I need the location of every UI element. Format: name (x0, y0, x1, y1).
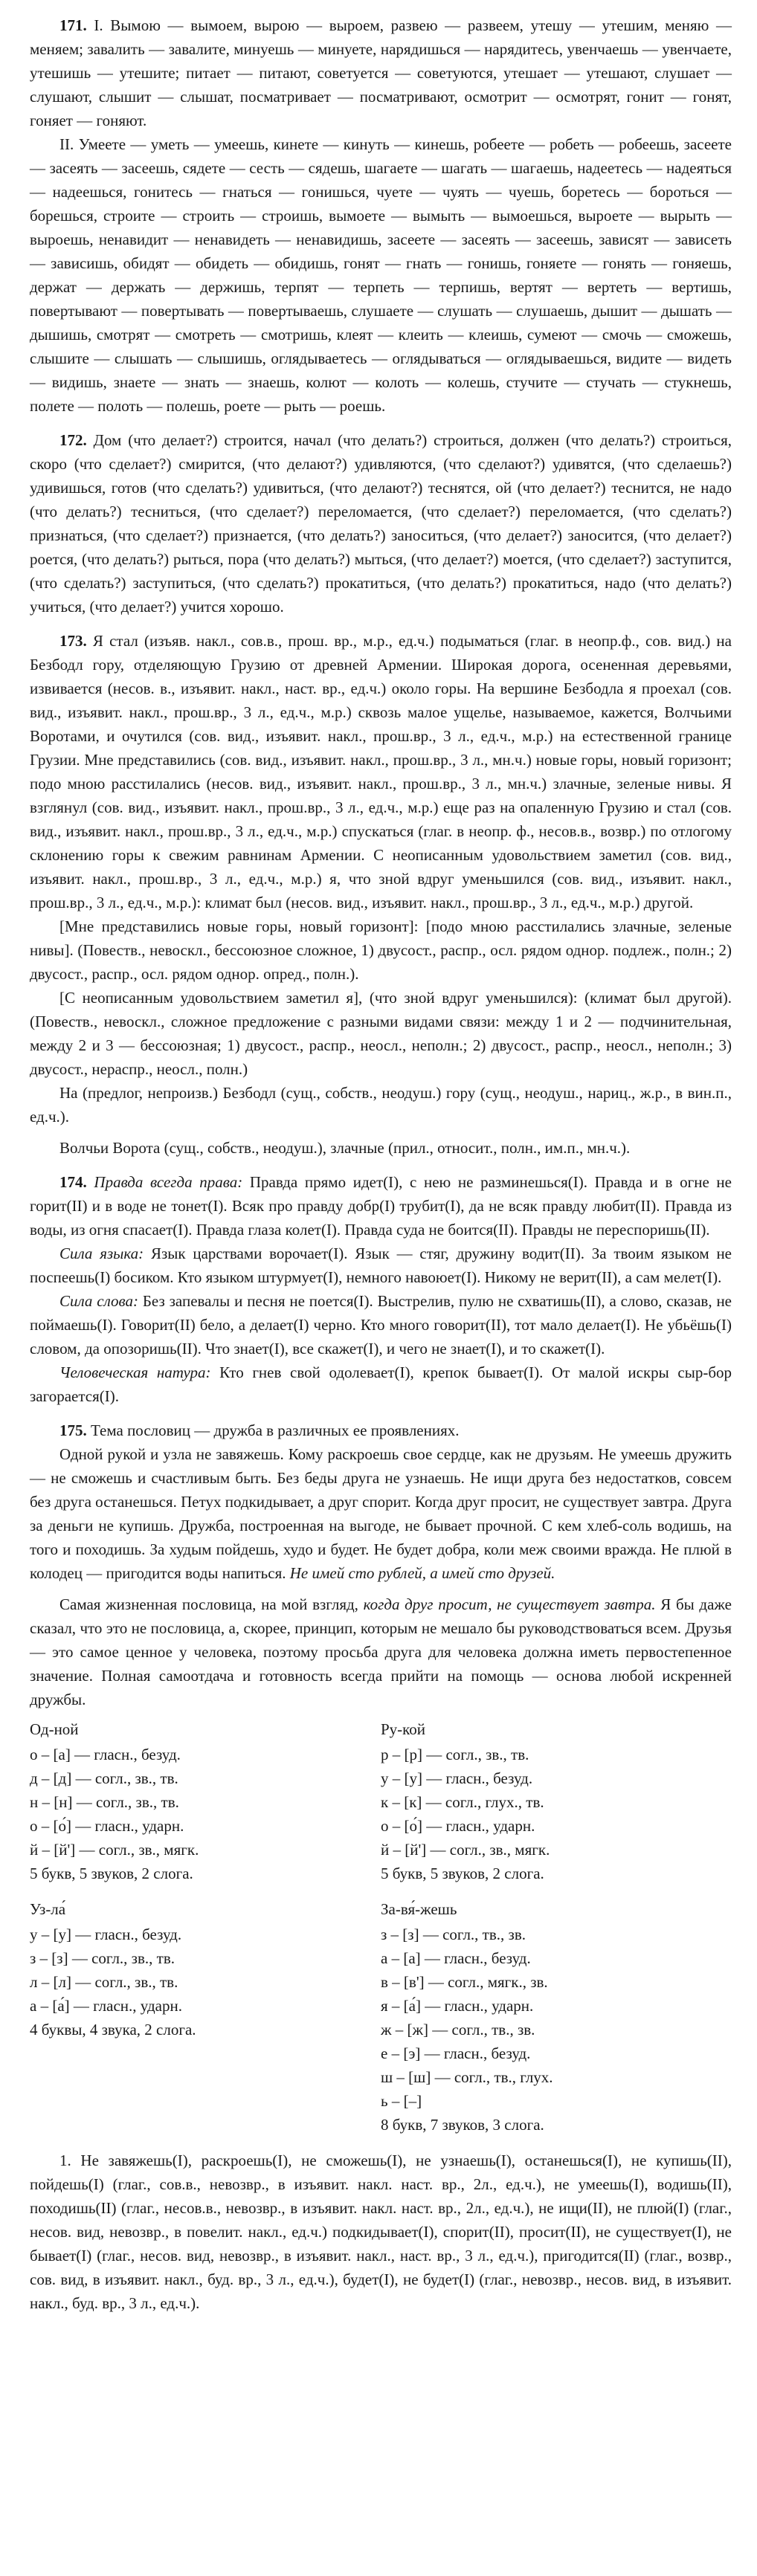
exercise-text: Дом (что делает?) строится, начал (что делать?) строиться, должен (что делать?) строиться, скоро (что сделает?) смирится, (что делают?) удивляются, (что сделают?) удивятся, (что сделаешь?) удивишься, готов (что сделать?) удивиться, (что делают?) теснятся, ой (что делает?) теснится, не надо (что делать?) тесниться, (что сделает?) переломается, (что сделает?) переломается, (что сделать?) признаться, (что сделает?) признается, (что делать?) заноситься, (что делает?) заносится, (что делает?) роется, (что делать?) рыться, пора (что делать?) мыться, (что делает?) моется, (что сделает?) заступится, (что сделать?) заступиться, (что сделать?) прокатиться, (что делать?) прокатиться, надо (что делать?) учиться, (что делает?) учится хорошо. (30, 431, 732, 616)
word-title: Уз-ла́ (30, 1900, 66, 1918)
proverbs-text: Без запевалы и песня не поется(I). Выстрелив, пулю не схватишь(II), а слово, сказав, не поймаешь(I). Говорит(II) бело, а делает(I) черно. Кто много говорит(II), тот мало делает(I). Не убьёшь(I) словом, да опозоришь(II). Что знает(I), все скажет(I), и чего не знает(I), и то скажет(I). (30, 1292, 732, 1358)
sound-line: а – [а́] — гласн., ударн. (30, 1997, 182, 2015)
proverbs-friendship (30, 1442, 732, 1585)
sound-line: о – [а] — гласн., безуд. (30, 1746, 181, 1763)
opinion-text: Я бы даже сказал, что это не пословица, а, скорее, принцип, которым не мешало бы руководствоваться всем. Друзья — это самое ценное у человека, поэтому просьба друга для человека должна иметь первостепенное значение. Полная самоотдача и готовность всегда прийти на помощь — основа любой искренней дружбы. (30, 1595, 732, 1708)
sound-line: е – [э] — гласн., безуд. (381, 2044, 531, 2062)
group-heading: Правда всегда права: (94, 1173, 243, 1191)
opinion-text: Самая жизненная пословица, на мой взгляд, (59, 1595, 364, 1613)
phonetic-analysis-word (30, 1897, 381, 2137)
proverbs-word (30, 1289, 732, 1360)
summary-line: 5 букв, 5 звуков, 2 слога. (381, 1865, 544, 1882)
italic-proverb: Не имей сто рублей, а имей сто друзей. (289, 1564, 555, 1582)
word-analysis-1: На (предлог, непроизв.) Безбодл (сущ., собств., неодуш.) гору (сущ., неодуш., нариц., ж.р., в вин.п., ед.ч.). (30, 1084, 732, 1126)
proverbs-truth (30, 1170, 732, 1242)
sentence-analysis-2: [С неописанным удовольствием заметил я], (что зной вдруг уменьшился): (климат был другой). (Повеств., невоскл., сложное предложение с разными видами связи: между 1 и 2 — подчинительная, между 2 и 3 — бессоюзная; 1) двусост., распр., неосл., неполн.; 2) двусост., распр., неосл., неполн.; 3) двусост., нераспр., неосл., полн.) (30, 989, 732, 1078)
group-heading: Сила языка: (59, 1245, 144, 1262)
summary-line: 8 букв, 7 звуков, 3 слога. (381, 2116, 544, 2134)
summary-line: 5 букв, 5 звуков, 2 слога. (30, 1865, 193, 1882)
exercise-171 (30, 13, 732, 418)
italic-proverb: когда друг просит, не существует завтра. (363, 1595, 656, 1613)
exercise-number: 172. (59, 431, 87, 449)
sound-line: у – [у] — гласн., безуд. (30, 1925, 182, 1943)
sentence-analysis-1: [Мне представились новые горы, новый горизонт]: [подо мною расстилались злачные, зеленые нивы]. (Повеств., невоскл., бессоюзное сложное, 1) двусост., распр., осл. рядом однор. подлеж., полн.; 2) двусост., распр., осл. рядом однор. опред., полн.). (30, 917, 732, 983)
exercise-173-text (30, 629, 732, 914)
sound-line: й – [й'] — согл., зв., мягк. (381, 1841, 550, 1859)
sound-line: я – [а́] — гласн., ударн. (381, 1997, 534, 2015)
exercise-171-part-1 (30, 13, 732, 132)
group-heading: Человеческая натура: (59, 1363, 211, 1381)
sound-line: н – [н] — согл., зв., тв. (30, 1793, 179, 1811)
exercise-175-intro (30, 1418, 732, 1442)
phonetic-analysis-word (381, 1897, 732, 2137)
word-title: За-вя́-жешь (381, 1900, 457, 1918)
exercise-number: 171. (59, 16, 87, 34)
exercise-174 (30, 1170, 732, 1408)
exercise-171-part-2: II. Умеете — уметь — умеешь, кинете — кинуть — кинешь, робеете — робеть — робеешь, засеете — засеять — засеешь, сядете — сесть — сядешь, шагаете — шагать — шагаешь, надеетесь — надеяться — надеешься, гонитесь — гнаться — гонишься, чуете — чуять — чуешь, боретесь — бороться — борешься, строите — строить — строишь, вымоете — вымыть — вымоешься, выроете — вырыть — выроешь, ненавидит — ненавидеть — ненавидишь, засеете — засеять — засеешь, зависят — зависеть — зависишь, обидят — обидеть — обидишь, гонят — гнать — гонишь, гоняете — гонять — гоняешь, держат — держать — держишь, терпят — терпеть — терпишь, вертят — вертеть — вертишь, повертывают — повертывать — повертываешь, слушаете — слушать — слушаешь, дышит — дышать — дышишь, смотрят — смотреть — смотришь, клеят — клеить — клеишь, сумеют — смочь — сможешь, слышите — слышать — слышишь, оглядываетесь — оглядываться — оглядываешься, видите — видеть — видишь, знаете — знать — знаешь, колют — колоть — колешь, стучите — стучать — стукнешь, полете — полоть — полешь, роете — рыть — роешь. (30, 135, 732, 415)
sound-line: ш – [ш] — согл., тв., глух. (381, 2068, 553, 2086)
exercise-text: Я стал (изъяв. накл., сов.в., прош. вр., м.р., ед.ч.) подыматься (глаг. в неопр.ф., сов. вид.) на Безбодл гору, отделяющую Грузию от древней Армении. Широкая дорога, осененная деревьями, извивается (несов. в., изъявит. накл., наст. вр., ед.ч.) около горы. На вершине Безбодла я проехал (сов. вид., изъявит. накл., прош.вр., 3 л., ед.ч., м.р.) сквозь малое ущелье, называемое, кажется, Волчьими Воротами, и очутился (сов. вид., изъявит. накл., прош.вр., 3 л., ед.ч., м.р.) на естественной границе Грузии. Мне представились (сов. вид., изъявит. накл., прош.вр., 3 л., мн.ч.) новые горы, новый горизонт; подо мною расстилались (несов. вид., изъявит. накл., прош.вр., 3 л., мн.ч.) злачные, зеленые нивы. Я взглянул (сов. вид., изъявит. накл., прош.вр., 3 л., ед.ч., м.р.) еще раз на опаленную Грузию и стал (сов. вид., изъявит. накл., прош.вр., 3 л., ед.ч., м.р.) спускаться (глаг. в неопр. ф., несов.в., возвр.) по отлогому склонению горы к свежим равнинам Армении. С неописанным удовольствием заметил (сов. вид., изъявит. накл., прош.вр., 3 л., ед.ч., м.р.) я, что зной вдруг уменьшился (сов. вид., изъявит. накл., прош.вр., 3 л., ед.ч., м.р.): климат был (несов. вид., изъявит. накл., прош.вр., 3 л., ед.ч., м.р.) другой. (30, 632, 732, 911)
sound-line: д – [д] — согл., зв., тв. (30, 1769, 178, 1787)
sound-line: ь – [–] (381, 2092, 422, 2110)
sound-line: в – [в'] — согл., мягк., зв. (381, 1973, 548, 1991)
exercise-text: Тема пословиц — дружба в различных ее проявлениях. (91, 1421, 460, 1439)
proverbs-text: Кто гнев свой одолевает(I), крепок бывает(I). От малой искры сыр-бор загорается(I). (30, 1363, 732, 1405)
proverbs-nature (30, 1360, 732, 1408)
exercise-172 (30, 428, 732, 619)
exercise-173 (30, 629, 732, 1160)
verb-analysis-list: 1. Не завяжешь(I), раскроешь(I), не сможешь(I), не узнаешь(I), останешься(I), не купишь(II), пойдешь(I) (глаг., сов.в., невозвр., в изъявит. накл. наст. вр., 2л., ед.ч.), не умеешь(I), водишь(II), походишь(II) (глаг., несов.в., невозвр., в изъявит. накл. наст. вр., 2л., ед.ч.), не ищи(II), не плюй(I) (глаг., несов. вид, невозвр., в повелит. накл., ед.ч.) подкидывает(I), спорит(II), просит(II), не существует(I), не бывает(I) (глаг., несов. вид, невозвр., в изъявит. накл., наст. вр., 3 л., ед.ч.), пригодится(II) (глаг., возвр., сов. вид, в изъявит. накл., буд. вр., 3 л., ед.ч.), будет(I), не будет(I) (глаг., невозвр., несов. вид, в изъявит. накл., буд. вр., 3 л., ед.ч.). (30, 2151, 732, 2312)
phonetic-analysis-row-1 (30, 1717, 732, 1885)
proverbs-text: Правда прямо идет(I), с нею не разминешься(I). Правда и в огне не горит(II) и в воде не тонет(I). Всяк про правду добр(I) трубит(I), да не всяк правду любит(II). Правда из воды, из огня спасает(I). Правда глаза колет(I). Правда суда не боится(II). Правды не переспоришь(II). (30, 1173, 732, 1239)
sound-line: о – [о́] — гласн., ударн. (381, 1817, 535, 1835)
exercise-175 (30, 1418, 732, 2315)
word-title: Ру-кой (381, 1720, 426, 1738)
proverbs-text: Язык царствами ворочает(I). Язык — стяг, дружину водит(II). За твоим языком не поспеешь(I) босиком. Кто языком штурмует(I), немного навоюет(I). Никому не верит(II), а сам мелет(I). (30, 1245, 732, 1286)
sound-line: л – [л] — согл., зв., тв. (30, 1973, 178, 1991)
phonetic-analysis-word (381, 1717, 732, 1885)
word-title: Од-ной (30, 1720, 79, 1738)
exercise-text: I. Вымою — вымоем, вырою — выроем, развею — развеем, утешу — утешим, меняю — меняем; завалить — завалите, минуешь — минуете, нарядишься — нарядитесь, увенчаешь — увенчаете, утешишь — утешите; питает — питают, советуется — советуются, утешает — утешают, слушает — слушают, слышит — слышат, посматривает — посматривают, осмотрит — осмотрят, гонит — гонят, гоняет — гоняют. (30, 16, 732, 129)
sound-line: з – [з] — согл., зв., тв. (30, 1949, 175, 1967)
sound-line: ж – [ж] — согл., тв., зв. (381, 2021, 535, 2038)
proverbs-language (30, 1242, 732, 1289)
group-heading: Сила слова: (59, 1292, 138, 1310)
sound-line: у – [у] — гласн., безуд. (381, 1769, 533, 1787)
phonetic-analysis-row-2 (30, 1897, 732, 2137)
summary-line: 4 буквы, 4 звука, 2 слога. (30, 2021, 196, 2038)
sound-line: а – [а] — гласн., безуд. (381, 1949, 531, 1967)
sound-line: й – [й'] — согл., зв., мягк. (30, 1841, 199, 1859)
sound-line: р – [р] — согл., зв., тв. (381, 1746, 529, 1763)
exercise-172-text (30, 428, 732, 619)
opinion-paragraph (30, 1592, 732, 1711)
sound-line: з – [з] — согл., тв., зв. (381, 1925, 526, 1943)
exercise-number: 175. (59, 1421, 87, 1439)
phonetic-analysis-word (30, 1717, 381, 1885)
exercise-number: 173. (59, 632, 87, 650)
sound-line: о – [о́] — гласн., ударн. (30, 1817, 184, 1835)
word-analysis-2: Волчьи Ворота (сущ., собств., неодуш.), злачные (прил., относит., полн., им.п., мн.ч.). (59, 1139, 631, 1157)
exercise-number: 174. (59, 1173, 87, 1191)
proverbs-text: Одной рукой и узла не завяжешь. Кому раскроешь свое сердце, как не друзьям. Не умеешь дружить — не сможешь и счастливым быть. Без беды друга не узнаешь. Не ищи друга без недостатков, совсем без друга останешься. Петух подкидывает, а друг спорит. Когда друг просит, не существует завтра. Друга за деньги не купишь. Дружба, построенная на выгоде, не бывает прочной. С кем хлеб-соль водишь, на того и походишь. За худым пойдешь, худо и будет. Не будет добра, коли меж своими вражда. Не плюй в колодец — пригодится воды напиться. (30, 1445, 732, 1582)
sound-line: к – [к] — согл., глух., тв. (381, 1793, 544, 1811)
